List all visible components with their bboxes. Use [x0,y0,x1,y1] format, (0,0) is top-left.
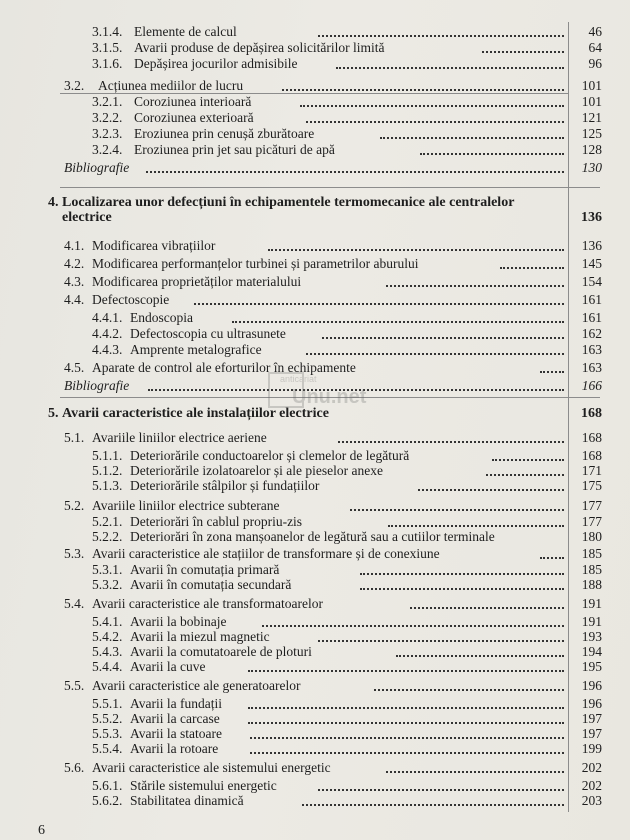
toc-entry-page: 191 [581,596,602,611]
toc-entry-number: 4.4. [64,292,85,307]
toc-entry-number: 3.1.4. [92,24,123,39]
toc-entry-page: 196 [581,678,602,693]
toc-entry-number: 5.6. [64,760,85,775]
toc-entry-title: Avarii la carcase [130,711,220,726]
toc-entry-number: 5.3.1. [92,562,123,577]
toc-entry-page: 202 [581,760,602,775]
toc-entry-title: Avarii la statoare [130,726,222,741]
toc-entry-page: 64 [588,40,602,55]
dot-leader [360,588,564,590]
toc-entry-number: 4.4.2. [92,326,123,341]
toc-entry-number: 4.4.1. [92,310,123,325]
dot-leader [418,489,564,491]
toc-entry-page: 168 [581,406,602,421]
toc-entry-page: 175 [581,478,602,493]
toc-entry-title: Avarii în comutația primară [130,562,280,577]
toc-entry-page: 177 [581,514,602,529]
toc-entry-number: 5. [48,406,59,421]
toc-entry-title: Amprente metalografice [130,342,262,357]
toc-entry-title: Avarii caracteristice ale transformatoarelor [92,596,323,611]
toc-entry-title: Avarii produse de depășirea solicitărilor limită [134,40,385,55]
toc-entry-number: 4.3. [64,274,85,289]
dot-leader [540,371,564,373]
dot-leader [248,707,564,709]
dot-leader [350,509,564,511]
toc-entry-page: 163 [581,342,602,357]
toc-entry-number: 3.2. [64,78,85,93]
dot-leader [306,121,564,123]
toc-entry-page: 101 [581,94,602,109]
dot-leader [396,655,564,657]
toc-entry-title: Avarii la cuve [130,659,206,674]
toc-entry-page: 101 [581,78,602,93]
toc-entry-number: 3.1.6. [92,56,123,71]
toc-entry-page: 199 [581,741,602,756]
toc-entry-number: 5.5. [64,678,85,693]
toc-entry-number: 5.5.1. [92,696,123,711]
toc-entry-title: Avarii la bobinaje [130,614,227,629]
toc-entry-title: Defectoscopie [92,292,170,307]
toc-entry-number: 5.1.3. [92,478,123,493]
toc-entry-title: Bibliografie [64,160,130,175]
toc-entry-title: Acțiunea mediilor de lucru [98,78,244,93]
dot-leader [380,137,564,139]
toc-entry-title: Deteriorările conductoarelor și clemelor de legătură [130,448,410,463]
dot-leader [306,353,564,355]
toc-entry-page: 202 [581,778,602,793]
dot-leader [268,249,564,251]
watermark-main-text: Unu.net [292,386,367,408]
dot-leader [146,171,564,173]
toc-entry-page: 136 [581,238,602,253]
toc-entry-page: 168 [581,430,602,445]
dot-leader [386,285,564,287]
dot-leader [374,689,564,691]
dot-leader [250,752,564,754]
chapter-separator [60,187,600,188]
toc-entry-number: 5.5.4. [92,741,123,756]
toc-entry-number: 5.1.2. [92,463,123,478]
toc-entry-title: Avarii în comutația secundară [130,577,292,592]
toc-entry-number: 4.1. [64,238,85,253]
toc-entry-title: Depășirea jocurilor admisibile [134,56,298,71]
dot-leader [360,573,564,575]
toc-entry-page: 125 [581,126,602,141]
toc-entry-title: Avarii caracteristice ale sistemului energetic [92,760,331,775]
toc-entry-title: Modificarea vibrațiilor [92,238,216,253]
toc-entry-title: Defectoscopia cu ultrasunete [130,326,286,341]
toc-entry-page: 168 [581,448,602,463]
toc-entry-page: 193 [581,629,602,644]
toc-entry-title: Bibliografie [64,378,130,393]
page-number: 6 [38,823,45,838]
toc-entry-page: 196 [581,696,602,711]
dot-leader [482,51,564,53]
toc-entry-page: 194 [581,644,602,659]
toc-entry-number: 3.2.3. [92,126,123,141]
toc-entry-number: 4.4.3. [92,342,123,357]
dot-leader [318,640,564,642]
toc-entry-title: Aparate de control ale eforturilor în echipamente [92,360,356,375]
toc-entry-title: Coroziunea interioară [134,94,252,109]
toc-entry-title: Deteriorări în zona manșoanelor de legătură sau a cutiilor terminale [130,529,495,544]
toc-entry-title: Deteriorările izolatoarelor și ale pieselor anexe [130,463,383,478]
toc-entry-title: Stabilitatea dinamică [130,793,244,808]
dot-leader [322,337,564,339]
toc-entry-page: 121 [581,110,602,125]
toc-entry-title: Avarii la rotoare [130,741,219,756]
toc-entry-page: 161 [581,310,602,325]
dot-leader [492,459,564,461]
toc-entry-number: 5.4.1. [92,614,123,629]
watermark-logo [268,372,378,426]
toc-entry-number: 3.1.5. [92,40,123,55]
toc-entry-page: 128 [581,142,602,157]
toc-entry-number: 5.6.1. [92,778,123,793]
toc-entry-page: 197 [581,711,602,726]
toc-entry-page: 188 [581,577,602,592]
dot-leader [248,722,564,724]
toc-entry-title: Eroziunea prin jet sau picături de apă [134,142,335,157]
dot-leader [232,321,564,323]
dot-leader [410,607,564,609]
toc-entry-title: Avarii la miezul magnetic [130,629,270,644]
dot-leader [338,441,564,443]
toc-entry-title: Localizarea unor defecțiuni în echipamentele termomecanice ale centralelor [62,195,515,210]
toc-entry-number: 3.2.4. [92,142,123,157]
toc-entry-number: 5.3.2. [92,577,123,592]
toc-entry-title: Avarii caracteristice ale stațiilor de transformare și de conexiune [92,546,440,561]
dot-leader [194,303,564,305]
toc-entry-page: 163 [581,360,602,375]
toc-entry-number: 5.2.1. [92,514,123,529]
toc-entry-title: Avariile liniilor electrice subterane [92,498,280,513]
dot-leader [420,153,564,155]
toc-entry-title: Modificarea proprietăților materialului [92,274,302,289]
toc-entry-page: 203 [581,793,602,808]
toc-entry-number: 5.6.2. [92,793,123,808]
toc-entry-title: Modificarea performanțelor turbinei și parametrilor aburului [92,256,419,271]
watermark-top-text: anticariat [280,374,317,384]
toc-entry-page: 166 [581,378,602,393]
toc-entry-number: 3.2.1. [92,94,123,109]
toc-entry-title: Avariile liniilor electrice aeriene [92,430,267,445]
toc-entry-page: 136 [581,210,602,225]
toc-entry-page: 191 [581,614,602,629]
toc-entry-page: 145 [581,256,602,271]
dot-leader [302,804,564,806]
toc-entry-page: 177 [581,498,602,513]
toc-entry-title: Deteriorările stâlpilor și fundațiilor [130,478,320,493]
toc-entry-number: 5.1. [64,430,85,445]
toc-entry-page: 171 [581,463,602,478]
page-column-rule [568,22,569,812]
toc-entry-number: 4. [48,195,59,210]
dot-leader [250,737,564,739]
toc-entry-page: 185 [581,546,602,561]
toc-entry-number: 5.2.2. [92,529,123,544]
dot-leader [388,525,564,527]
toc-entry-number: 5.4. [64,596,85,611]
toc-entry-title: electrice [62,210,112,225]
dot-leader [318,789,564,791]
toc-entry-page: 46 [588,24,602,39]
toc-entry-page: 96 [588,56,602,71]
toc-entry-page: 154 [581,274,602,289]
dot-leader [500,267,564,269]
dot-leader [300,105,564,107]
toc-entry-title: Elemente de calcul [134,24,237,39]
dot-leader [282,89,564,91]
toc-entry-page: 195 [581,659,602,674]
toc-entry-number: 5.1.1. [92,448,123,463]
toc-entry-number: 5.3. [64,546,85,561]
toc-entry-title: Avarii caracteristice ale generatoarelor [92,678,301,693]
toc-entry-title: Avarii la comutatoarele de ploturi [130,644,312,659]
toc-entry-title: Avarii la fundații [130,696,222,711]
toc-entry-number: 5.2. [64,498,85,513]
toc-entry-title: Stările sistemului energetic [130,778,277,793]
toc-entry-page: 130 [581,160,602,175]
toc-entry-title: Deteriorări în cablul propriu-zis [130,514,303,529]
toc-entry-title: Avarii caracteristice ale instalațiilor electrice [62,406,329,421]
toc-entry-page: 161 [581,292,602,307]
toc-entry-page: 162 [581,326,602,341]
toc-entry-page: 197 [581,726,602,741]
dot-leader [336,67,564,69]
toc-entry-title: Eroziunea prin cenușă zburătoare [134,126,315,141]
dot-leader [318,35,564,37]
dot-leader [486,474,564,476]
dot-leader [248,670,564,672]
toc-entry-number: 4.5. [64,360,85,375]
toc-entry-number: 5.4.2. [92,629,123,644]
dot-leader [386,771,564,773]
toc-entry-number: 5.5.2. [92,711,123,726]
toc-entry-page: 180 [581,529,602,544]
toc-entry-number: 5.4.4. [92,659,123,674]
toc-entry-number: 5.4.3. [92,644,123,659]
toc-entry-page: 185 [581,562,602,577]
toc-entry-title: Coroziunea exterioară [134,110,254,125]
toc-entry-number: 3.2.2. [92,110,123,125]
toc-entry-title: Endoscopia [130,310,193,325]
toc-entry-number: 5.5.3. [92,726,123,741]
dot-leader [540,557,564,559]
toc-entry-number: 4.2. [64,256,85,271]
dot-leader [262,625,564,627]
